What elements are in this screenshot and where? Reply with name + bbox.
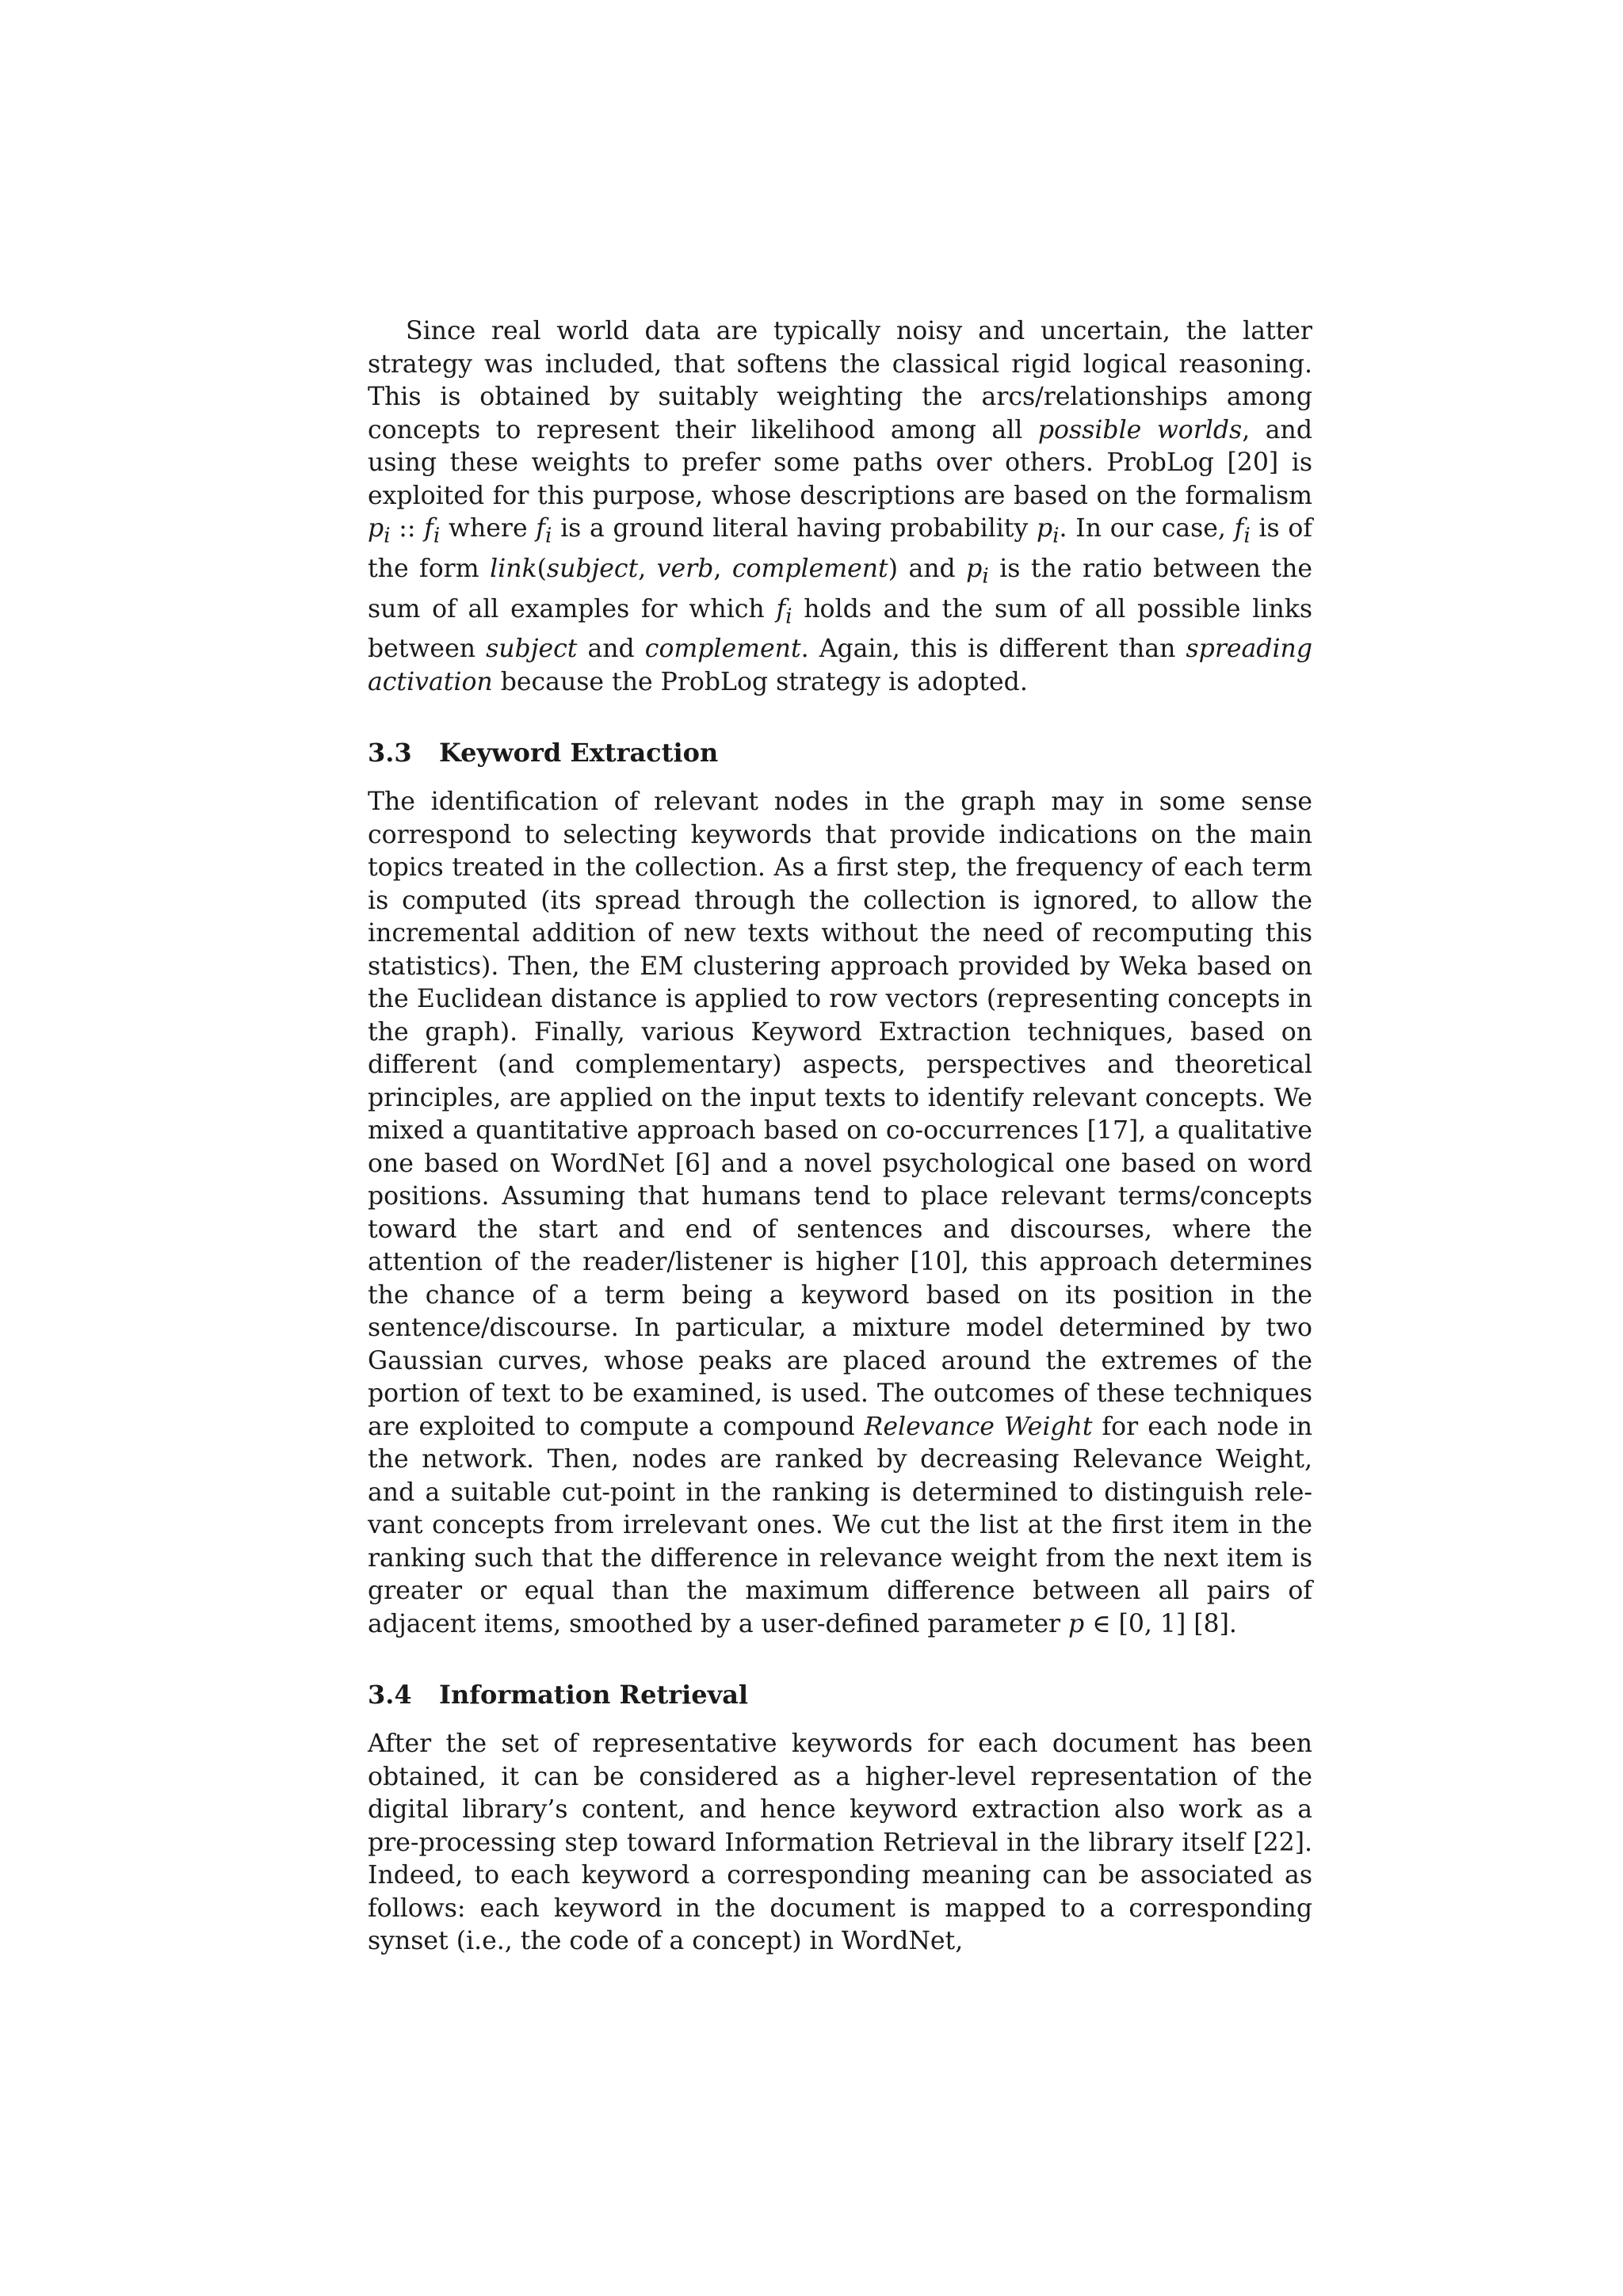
text-run: Since real world data are typically noisy and uncertain, the latter strategy was included, that softens the classical rigid logical reasoning. This is obtained by suitably weighting the arcs/relationships among concepts to represent their likelihood among all	[368, 317, 1312, 444]
math-var: p	[1068, 1609, 1085, 1638]
paragraph-problog	[368, 315, 1312, 699]
text-run: ,	[638, 554, 657, 583]
text-run-italic: spreading activation	[368, 635, 1312, 696]
text-run-italic: possible worlds	[1037, 415, 1243, 444]
section-heading-information-retrieval	[368, 1679, 1312, 1711]
text-run: because the ProbLog strategy is adopted.	[492, 667, 1028, 696]
page-body	[368, 315, 1312, 1958]
text-run: ::	[390, 514, 425, 543]
math-sub: i	[544, 524, 552, 548]
text-run-italic: Relevance Weight	[864, 1412, 1093, 1441]
math-var: f	[776, 594, 786, 624]
text-run: for each node in the network. Then, nodes are ranked by decreasing Relevance Weight, and a suitable cut-point in the ranking is determined to distinguish relevant concepts from irrelevant ones. We cut the list at the first item in the ranking such that the difference in relevance weight from the next item is greater or equal than the maximum difference between all pairs of adjacent items, smoothed by a user-defined parameter	[368, 1412, 1312, 1638]
math-sub: i	[1052, 524, 1060, 548]
section-heading-keyword-extraction	[368, 737, 1312, 769]
section-number: 3.3	[368, 738, 412, 769]
text-run-italic: verb	[656, 554, 714, 583]
math-var: f	[424, 514, 433, 543]
text-run-italic: subject	[546, 554, 639, 583]
math-sub: i	[785, 604, 792, 628]
text-run-italic: subject	[486, 635, 578, 664]
math-sub: i	[433, 524, 441, 548]
text-run: . Again, this is different than	[800, 635, 1186, 664]
section-title: Information Retrieval	[439, 1680, 749, 1711]
paragraph-keyword-extraction	[368, 786, 1312, 1641]
text-run: and	[577, 635, 645, 664]
text-run: is the ratio between the sum of all examples for which	[368, 554, 1313, 624]
text-run: ) and	[888, 554, 967, 583]
section-number: 3.4	[368, 1680, 412, 1711]
math-sub: i	[982, 564, 989, 589]
section-title: Keyword Extraction	[439, 738, 719, 769]
text-run-italic: complement	[731, 554, 888, 583]
paragraph-information-retrieval: After the set of representative keywords for each document has been obtained, it can be considered as a higher-level representation of the digital library’s content, and hence keyword extraction also work as a pre-processing step toward Information Retrieval in the library itself [22]. Indeed, to each keyword a corresponding meaning can be associated as follows: each keyword in the document is mapped to a corresponding synset (i.e., the code of a concept) in WordNet,	[368, 1730, 1312, 1956]
text-run: ∈ [0, 1] [8].	[1084, 1609, 1237, 1638]
math-sub: i	[1243, 524, 1251, 548]
text-run: is of the form	[368, 514, 1313, 583]
text-run: ,	[713, 554, 732, 583]
text-run-italic: complement	[644, 635, 801, 664]
math-sub: i	[384, 524, 391, 548]
math-var: p	[966, 554, 983, 583]
text-run: is a ground literal having probability	[552, 514, 1037, 543]
text-run: , and using these weights to prefer some paths over others. ProbLog [20] is exploited for this purpose, whose descriptions are based on the formalism	[368, 415, 1312, 510]
math-var: p	[1036, 514, 1053, 543]
text-run: (	[537, 554, 547, 583]
text-run-italic: link	[490, 554, 537, 583]
math-var: f	[1234, 514, 1244, 543]
text-run: where	[440, 514, 537, 543]
math-var: p	[368, 514, 384, 543]
math-var: f	[536, 514, 545, 543]
text-run: The identification of relevant nodes in the graph may in some sense correspond to selecting keywords that provide indications on the main topics treated in the collection. As a first step, the frequency of each term is computed (its spread through the collection is ignored, to allow the incremental addition of new texts without the need of recomputing this statistics). Then, the EM clustering approach provided by Weka based on the Euclidean distance is applied to row vectors (representing concepts in the graph). Finally, various Keyword Extraction techniques, based on different (and complementary) aspects, perspectives and theoretical principles, are applied on the input texts to identify relevant concepts. We mixed a quantitative approach based on co-occurrences [17], a qualitative one based on WordNet [6] and a novel psychological one based on word positions. Assuming that humans tend to place relevant terms/concepts toward the start and end of sentences and discourses, where the attention of the reader/listener is higher [10], this approach determines the chance of a term being a keyword based on its position in the sentence/discourse. In particular, a mixture model determined by two Gaussian curves, whose peaks are placed around the extremes of the portion of text to be examined, is used. The outcomes of these techniques are exploited to compute a compound	[368, 788, 1312, 1441]
text-run: holds and the sum of all possible links between	[368, 594, 1312, 664]
text-run: . In our case,	[1059, 514, 1235, 543]
